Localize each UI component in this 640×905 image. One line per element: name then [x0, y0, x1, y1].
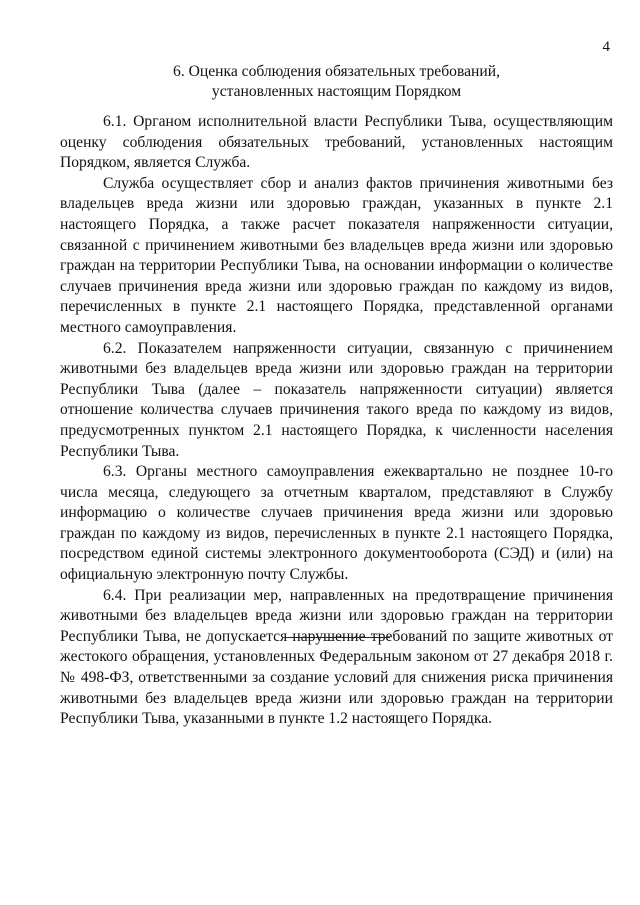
- section-title-line-2: установленных настоящим Порядком: [211, 83, 462, 100]
- paragraph-6-2: 6.2. Показателем напряженности ситуации, связанную с причинением животными без владельцев вреда жизни или здоровью граждан на территории Республики Тыва (далее – показатель напряженности ситуации) является отношение количества случаев причинения такого вреда по каждому из видов, предусмотренных пунктом 2.1 настоящего Порядка, к численности населения Республики Тыва.: [60, 339, 613, 460]
- end-separator-line: [286, 637, 390, 638]
- paragraph-6-3: 6.3. Органы местного самоуправления ежеквартально не позднее 10-го числа месяца, следующего за отчетным кварталом, представляют в Службу информацию о количестве случаев причинения вреда жизни или здоровью граждан по каждому из видов, перечисленных в пункте 2.1 настоящего Порядка, посредством единой системы электронного документооборота (СЭД) и (или) на официальную электронную почту Службы.: [60, 463, 613, 584]
- paragraph-service-analysis: Служба осуществляет сбор и анализ фактов причинения животными без владельцев вреда жизни или здоровью граждан, указанных в пункте 2.1 настоящего Порядка, а также расчет показателя напряженности ситуации, связанной с причинением животными без владельцев вреда жизни или здоровью граждан на территории Республики Тыва, на основании информации о количестве случаев причинения вреда жизни или здоровью граждан по каждому из видов, перечисленных в пункте 2.1 настоящего Порядка, представленной органами местного самоуправления.: [60, 174, 613, 336]
- section-heading: [60, 62, 613, 102]
- page-number: 4: [602, 39, 610, 55]
- paragraph-6-1: 6.1. Органом исполнительной власти Республики Тыва, осуществляющим оценку соблюдения обязательных требований, установленных настоящим Порядком, является Служба.: [60, 113, 613, 172]
- section-title-line-1: 6. Оценка соблюдения обязательных требований,: [173, 63, 500, 80]
- paragraph-6-4: 6.4. При реализации мер, направленных на предотвращение причинения животными без владельцев вреда жизни или здоровью граждан на территории Республики Тыва, не допускается нарушение требований по защите животных от жестокого обращения, установленных Федеральным законом от 27 декабря 2018 г. № 498-ФЗ, ответственными за создание условий для снижения риска причинения животными без владельцев вреда жизни или здоровью граждан на территории Республики Тыва, указанными в пункте 1.2 настоящего Порядка.: [60, 586, 613, 728]
